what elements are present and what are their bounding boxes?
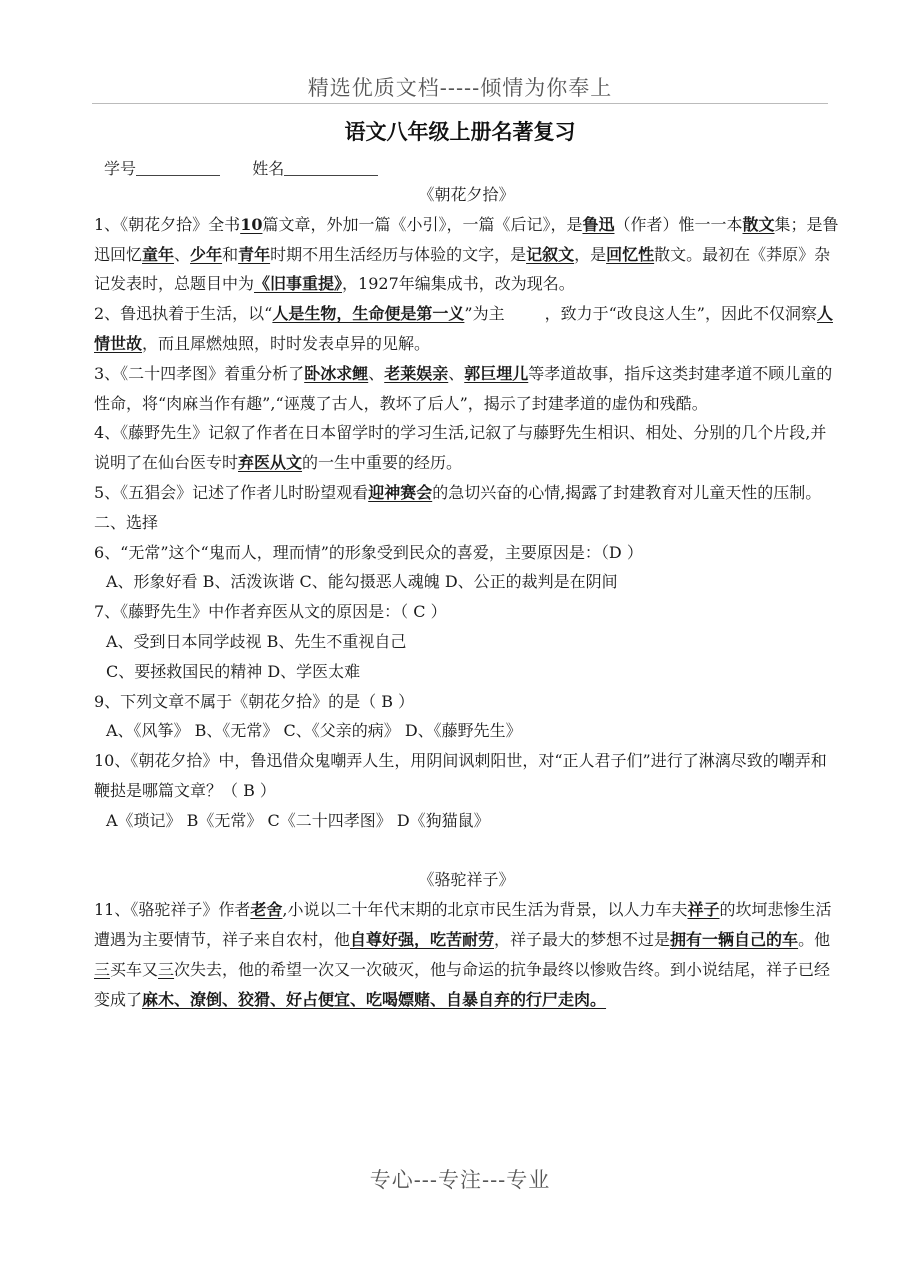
q3-text: 、 xyxy=(368,363,385,383)
student-id-label: 学号 xyxy=(104,159,137,178)
q1-text: 1、《朝花夕拾》全书 xyxy=(94,214,241,234)
question-1 xyxy=(94,210,839,299)
q1-answer: 鲁迅 xyxy=(582,214,615,234)
q11-text: 。他 xyxy=(798,929,831,949)
q1-text: 、 xyxy=(174,244,191,264)
q4-text: 的一生中重要的经历。 xyxy=(302,453,463,473)
question-7-stem: 7、《藤野先生》中作者弃医从文的原因是：（ C ） xyxy=(94,602,447,622)
header-divider xyxy=(92,103,828,104)
q5-answer: 迎神赛会 xyxy=(368,482,433,502)
q2-text: ，致力于“改良这人生”，因此不仅洞察 xyxy=(544,304,817,324)
q4-answer: 弃医从文 xyxy=(238,453,303,473)
question-10-stem: 10、《朝花夕拾》中，鲁迅借众鬼嘲弄人生，用阴间讽刺阳世，对“正人君子们”进行了淋漓尽致的嘲弄和鞭挞是哪篇文章？（ B ） xyxy=(94,751,827,800)
q1-answer: 记叙文 xyxy=(526,244,575,264)
q2-answer: 人是生物，生命便是第一义 xyxy=(272,304,465,324)
q11-text: 次失去，他的希望一次又一次破灭，他与命运的抗争最终以惨败告终。到小说结尾，祥子已经变成了 xyxy=(94,959,831,1009)
student-info xyxy=(104,156,378,179)
q1-text: 集；是鲁迅回忆 xyxy=(94,214,839,264)
q11-answer: 老舍 xyxy=(250,900,283,920)
question-7-options: A、受到日本同学歧视 B、先生不重视自己 xyxy=(106,631,407,651)
q11-answer: 三 xyxy=(158,959,175,979)
q1-text: ，是 xyxy=(574,244,607,264)
q3-text: 、 xyxy=(448,363,465,383)
q1-text: ，1927年编集成书，改为现名。 xyxy=(342,274,575,294)
q1-answer: 散文 xyxy=(742,214,775,234)
q11-text: 买车又 xyxy=(110,959,159,979)
question-3 xyxy=(94,359,839,419)
q5-text: 5、《五猖会》记述了作者儿时盼望观看 xyxy=(94,482,369,502)
q1-text: 散文。最初在《莽原》杂记发表时，总题目中为 xyxy=(94,244,831,294)
q3-answer: 郭巨埋儿 xyxy=(464,363,529,383)
q11-answer: 自尊好强，吃苦耐劳 xyxy=(350,929,495,949)
question-6-stem: 6、“无常”这个“鬼而人，理而情”的形象受到民众的喜爱，主要原因是：（D ） xyxy=(94,542,643,562)
q2-text: 2、鲁迅执着于生活，以“ xyxy=(94,304,273,324)
q1-text: 时期不用生活经历与体验的文字，是 xyxy=(270,244,527,264)
question-9-options: A、《风筝》 B、《无常》 C、《父亲的病》 D、《藤野先生》 xyxy=(106,721,522,741)
q11-text: 11、《骆驼祥子》作者 xyxy=(94,900,251,920)
q3-text: 3、《二十四孝图》着重分析了 xyxy=(94,363,305,383)
q11-answer: 拥有一辆自己的车 xyxy=(670,929,799,949)
page-header: 精选优质文档-----倾情为你奉上 xyxy=(307,76,613,100)
q1-answer: 童年 xyxy=(142,244,175,264)
document-body xyxy=(94,180,839,1014)
section-heading-zhaohua: 《朝花夕拾》 xyxy=(418,185,515,204)
q11-answer: 三 xyxy=(94,959,111,979)
q2-text: ”为主 xyxy=(464,304,505,324)
q4-text: 4、《藤野先生》记叙了作者在日本留学时的学习生活,记叙了与藤野先生相识、相处、分别的几个片段,并说明了在仙台医专时 xyxy=(94,423,827,473)
question-4 xyxy=(94,418,839,478)
q3-text: 等孝道故事，指斥这类封建孝道不顾儿童的性命，将“肉麻当作有趣”,“诬蔑了古人，教坏了后人”，揭示了封建孝道的虚伪和残酷。 xyxy=(94,363,833,413)
q1-answer: 回忆性 xyxy=(606,244,655,264)
student-id-blank xyxy=(136,175,220,176)
q1-answer: 10 xyxy=(240,214,263,234)
q11-text: 的坎坷悲惨生活遭遇为主要情节，祥子来自农村，他 xyxy=(94,900,832,949)
q1-answer: 《旧事重提》 xyxy=(254,274,343,294)
q5-text: 的急切兴奋的心情,揭露了封建教育对儿童天性的压制。 xyxy=(432,482,822,502)
student-name-label: 姓名 xyxy=(252,159,285,178)
q2-answer: 人情世故 xyxy=(94,304,833,353)
document-title: 语文八年级上册名著复习 xyxy=(344,119,576,144)
q1-answer: 青年 xyxy=(238,244,271,264)
question-11 xyxy=(94,895,839,1014)
student-name-blank xyxy=(284,175,378,176)
q11-answer: 祥子 xyxy=(687,900,720,920)
q11-text: 。 xyxy=(590,989,607,1009)
q1-text: 和 xyxy=(222,244,239,264)
page-footer: 专心---专注---专业 xyxy=(369,1168,551,1192)
question-10-options: A《琐记》 B《无常》 C《二十四孝图》 D《狗猫鼠》 xyxy=(106,810,490,830)
q11-text: ，祥子最大的梦想不过是 xyxy=(494,929,671,949)
question-2 xyxy=(94,299,839,359)
q3-answer: 卧冰求鲤 xyxy=(304,363,369,383)
q3-answer: 老莱娱亲 xyxy=(384,363,449,383)
question-7-options: C、要拯救国民的精神 D、学医太难 xyxy=(106,661,361,681)
section-heading-choice: 二、选择 xyxy=(94,512,159,532)
q11-text: ,小说以二十年代末期的北京市民生活为背景，以人力车夫 xyxy=(282,900,688,920)
section-heading-luotuo: 《骆驼祥子》 xyxy=(418,870,515,890)
question-5 xyxy=(94,478,839,508)
question-9-stem: 9、下列文章不属于《朝花夕拾》的是（ B ） xyxy=(94,691,415,711)
q2-text: ，而且犀燃烛照，时时发表卓异的见解。 xyxy=(142,333,431,353)
q11-answer: 麻木、潦倒、狡猾、好占便宜、吃喝嫖赌、自暴自弃的行尸走肉 xyxy=(142,989,591,1009)
q1-text: （作者）惟一一本 xyxy=(614,214,743,234)
q1-answer: 少年 xyxy=(190,244,223,264)
q1-text: 篇文章，外加一篇《小引》，一篇《后记》，是 xyxy=(262,214,583,234)
question-6-options: A、形象好看 B、活泼诙谐 C、能勾摄恶人魂魄 D、公正的裁判是在阴间 xyxy=(106,572,618,592)
